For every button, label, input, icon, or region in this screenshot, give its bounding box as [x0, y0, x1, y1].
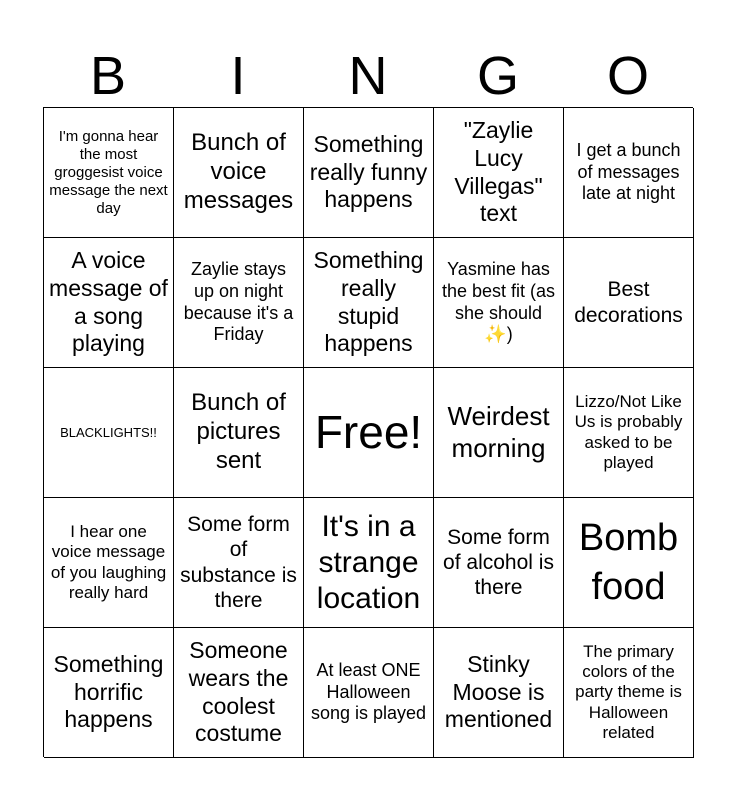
bingo-cell-i1[interactable]: Bunch of voice messages — [174, 108, 304, 238]
bingo-cell-n2[interactable]: Something really stupid happens — [304, 238, 434, 368]
bingo-cell-n5[interactable]: At least ONE Halloween song is played — [304, 628, 434, 758]
bingo-cell-g5[interactable]: Stinky Moose is mentioned — [434, 628, 564, 758]
bingo-cell-i5[interactable]: Someone wears the coolest costume — [174, 628, 304, 758]
header-letter-b: B — [89, 46, 127, 106]
bingo-cell-o1[interactable]: I get a bunch of messages late at night — [564, 108, 694, 238]
header-letter-o: O — [606, 46, 649, 106]
bingo-cell-i3[interactable]: Bunch of pictures sent — [174, 368, 304, 498]
bingo-cell-i2[interactable]: Zaylie stays up on night because it's a Friday — [174, 238, 304, 368]
bingo-cell-b1[interactable]: I'm gonna hear the most groggesist voice message the next day — [44, 108, 174, 238]
bingo-cell-i4[interactable]: Some form of substance is there — [174, 498, 304, 628]
bingo-cell-o2[interactable]: Best decorations — [564, 238, 694, 368]
bingo-header — [43, 44, 693, 108]
bingo-cell-o4[interactable]: Bomb food — [564, 498, 694, 628]
bingo-cell-g4[interactable]: Some form of alcohol is there — [434, 498, 564, 628]
bingo-cell-b5[interactable]: Something horrific happens — [44, 628, 174, 758]
bingo-cell-b3[interactable]: BLACKLIGHTS!! — [44, 368, 174, 498]
bingo-cell-g3[interactable]: Weirdest morning — [434, 368, 564, 498]
bingo-cell-n4[interactable]: It's in a strange location — [304, 498, 434, 628]
header-letter-n: N — [348, 46, 388, 106]
bingo-cell-free[interactable]: Free! — [304, 368, 434, 498]
bingo-cell-o5[interactable]: The primary colors of the party theme is Halloween related — [564, 628, 694, 758]
bingo-cell-b2[interactable]: A voice message of a song playing — [44, 238, 174, 368]
header-letter-i: I — [230, 46, 246, 106]
bingo-cell-g1[interactable]: "Zaylie Lucy Villegas" text — [434, 108, 564, 238]
bingo-cell-n1[interactable]: Something really funny happens — [304, 108, 434, 238]
bingo-cell-g2[interactable]: Yasmine has the best fit (as she should ✨) — [434, 238, 564, 368]
bingo-cell-o3[interactable]: Lizzo/Not Like Us is probably asked to be played — [564, 368, 694, 498]
header-letter-g: G — [476, 46, 519, 106]
bingo-board — [43, 107, 693, 757]
bingo-cell-b4[interactable]: I hear one voice message of you laughing really hard — [44, 498, 174, 628]
